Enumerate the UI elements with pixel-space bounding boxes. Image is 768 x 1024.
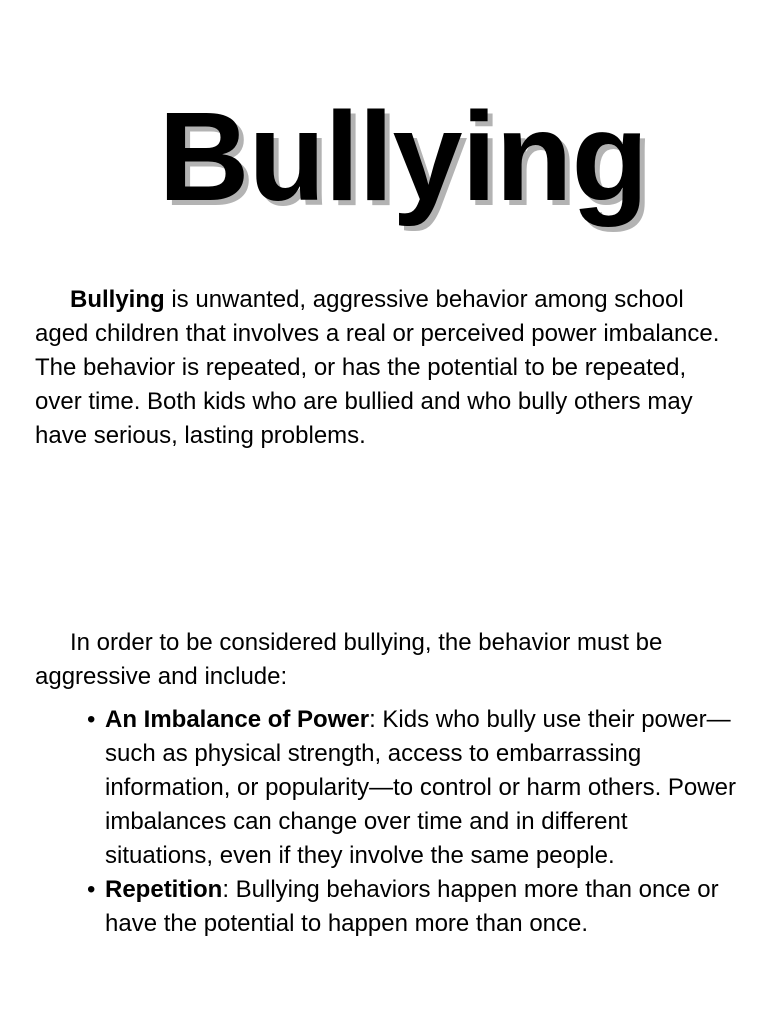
criteria-intro-text: In order to be considered bullying, the behavior must be aggressive and include: (35, 629, 663, 690)
criteria-intro-paragraph (35, 626, 735, 694)
list-item-term: An Imbalance of Power (105, 706, 370, 733)
list-item-imbalance-of-power (87, 703, 741, 873)
criteria-list (87, 703, 741, 941)
definition-text: is unwanted, aggressive behavior among school aged children that involves a real or perceived power imbalance. The behavior is repeated, or has the potential to be repeated, over time. Both kids who are bullied and who bully others may have serious, lasting problems. (35, 286, 720, 449)
bullet-icon: • (87, 876, 96, 903)
bullet-icon: • (87, 706, 96, 733)
definition-term: Bullying (70, 286, 165, 313)
definition-paragraph (35, 283, 735, 453)
list-item-term: Repetition (105, 876, 223, 903)
list-item-repetition (87, 873, 741, 941)
list-item-text: : Bullying behaviors happen more than once or have the potential to happen more than once. (105, 876, 719, 937)
list-item-text: : Kids who bully use their power—such as physical strength, access to embarrassing information, or popularity—to control or harm others. Power imbalances can change over time and in different situations, even if they involve the same people. (105, 706, 736, 869)
page-title: Bullying (158, 86, 648, 227)
